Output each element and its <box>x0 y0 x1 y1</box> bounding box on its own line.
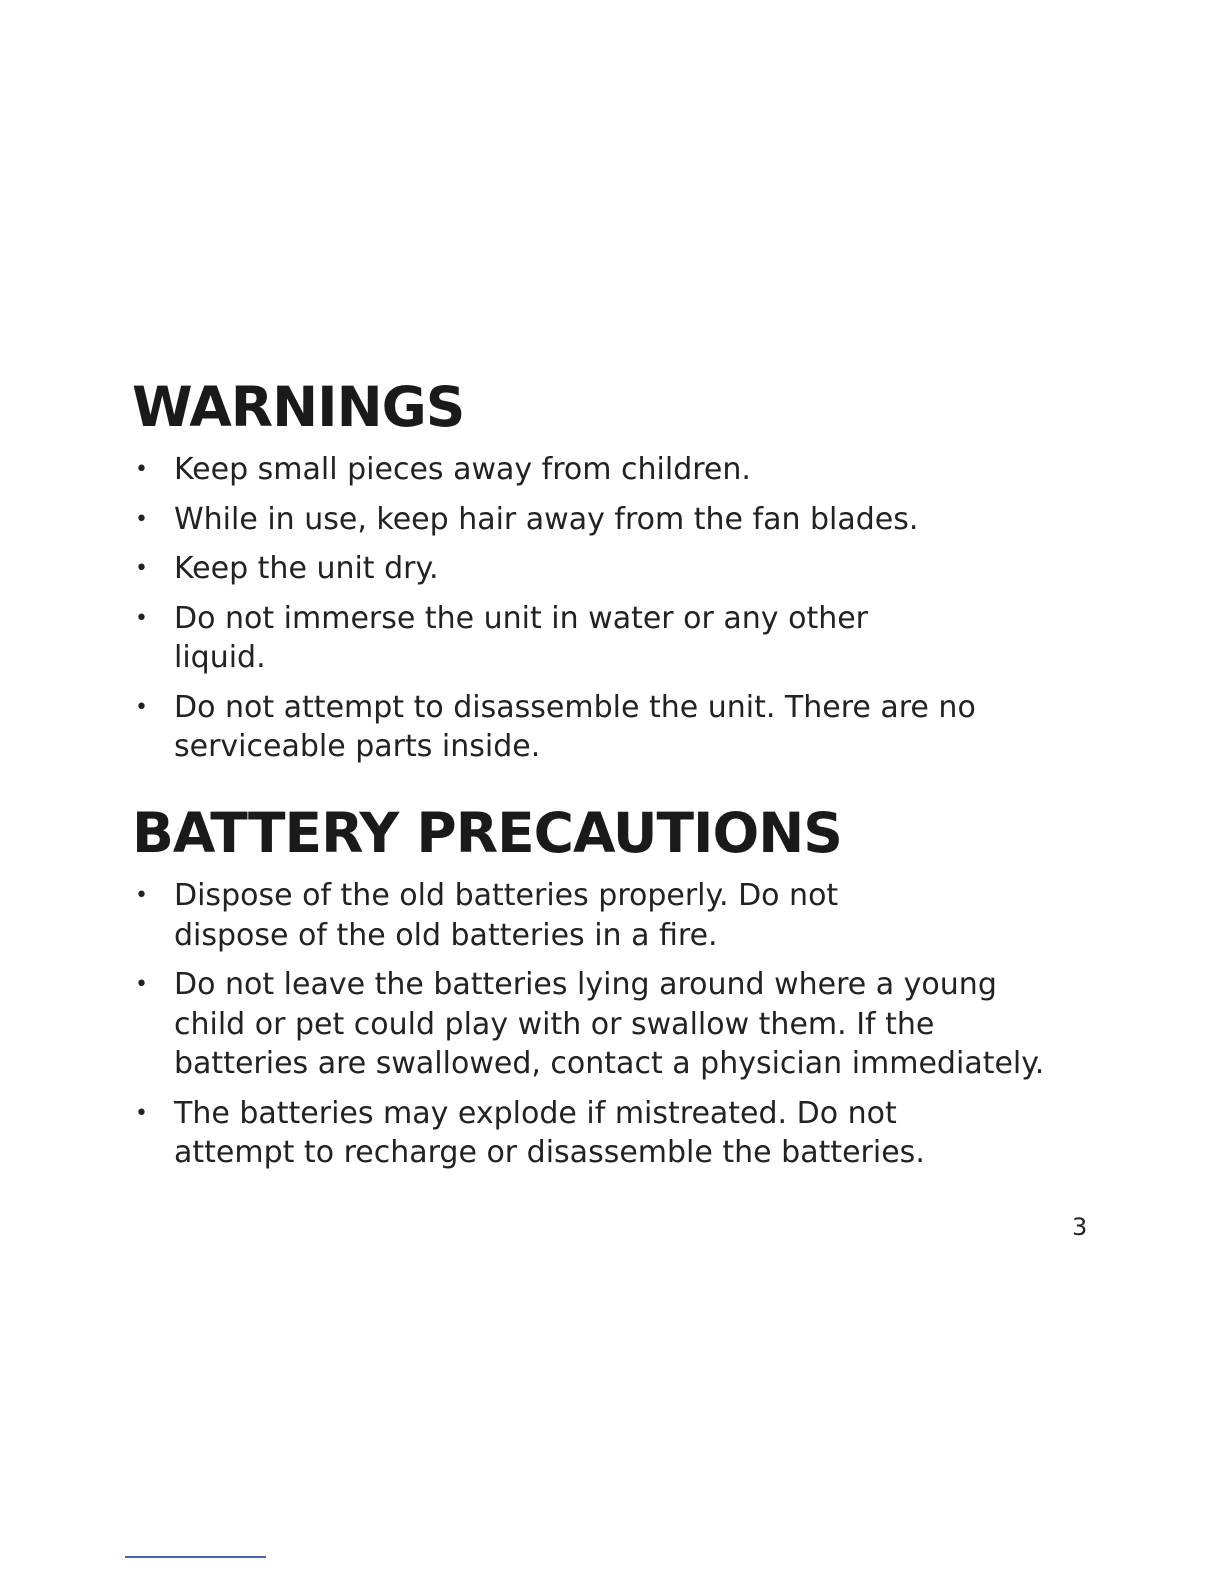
list-item <box>132 599 934 678</box>
list-item-text: Keep small pieces away from children. <box>174 452 751 487</box>
bullet-icon: • <box>135 605 148 631</box>
bullet-icon: • <box>135 506 148 532</box>
list-item <box>132 500 1032 540</box>
bullet-icon: • <box>135 556 148 581</box>
list-item <box>132 450 1032 490</box>
battery-precautions-section <box>132 798 1045 1183</box>
list-item <box>132 876 934 955</box>
warnings-list <box>132 450 1032 767</box>
list-item-text: Do not immerse the unit in water or any other liquid. <box>174 600 869 675</box>
bullet-icon: • <box>135 883 148 908</box>
list-item-text: Keep the unit dry. <box>174 551 439 586</box>
list-item-text: The batteries may explode if mistreated. Do not attempt to recharge or disassemble the batteries. <box>174 1095 925 1170</box>
bullet-icon: • <box>135 1100 148 1126</box>
list-item <box>132 965 1054 1084</box>
bullet-icon: • <box>135 694 148 720</box>
list-item-text: Do not attempt to disassemble the unit. There are no serviceable parts inside. <box>174 689 976 764</box>
warnings-section <box>132 372 1032 777</box>
list-item-text: Dispose of the old batteries properly. Do not dispose of the old batteries in a fire. <box>174 878 839 953</box>
footer-rule <box>125 1556 266 1558</box>
bullet-icon: • <box>135 457 148 482</box>
battery-precautions-heading: BATTERY PRECAUTIONS <box>132 801 842 865</box>
list-item <box>132 549 1032 589</box>
page-number: 3 <box>1072 1213 1088 1241</box>
bullet-icon: • <box>135 972 148 997</box>
warnings-heading: WARNINGS <box>132 375 465 439</box>
battery-precautions-list <box>132 876 1045 1173</box>
list-item-text: Do not leave the batteries lying around where a young child or pet could play with or swallow them. If the batteries are swallowed, contact a physician immediately. <box>174 967 1045 1081</box>
list-item <box>132 688 1014 767</box>
list-item-text: While in use, keep hair away from the fan blades. <box>174 501 919 537</box>
list-item <box>132 1094 1014 1173</box>
